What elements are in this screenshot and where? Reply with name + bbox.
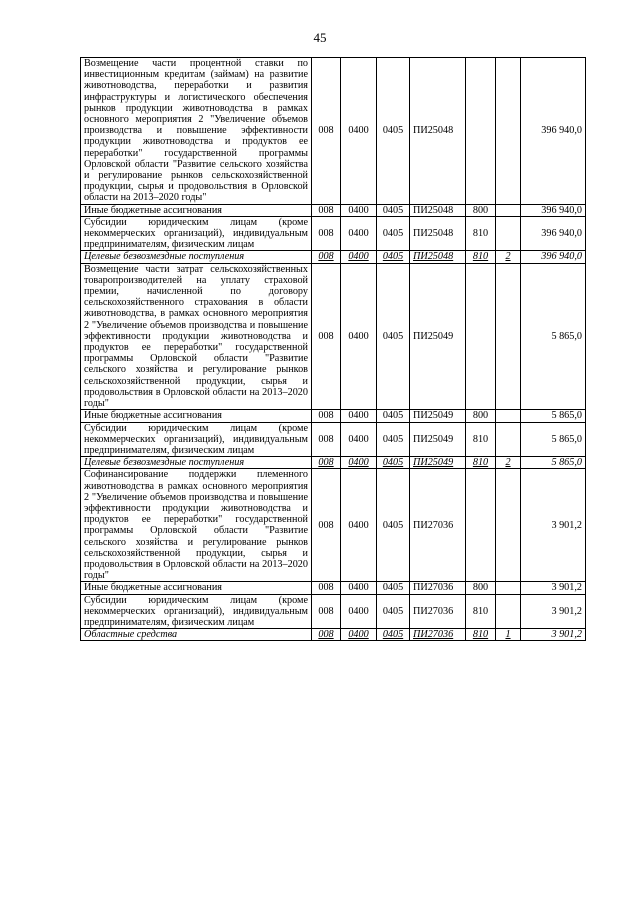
section-code: 0400: [341, 204, 377, 216]
amount: 5 865,0: [521, 457, 586, 469]
section-code: 0400: [341, 58, 377, 205]
ministry-code: 008: [312, 629, 341, 641]
item-name: Субсидии юридическим лицам (кроме некоммерческих организаций), индивидуальным предпринимателям, физическим лицам: [81, 594, 312, 629]
expense-type-code: [466, 263, 496, 410]
ministry-code: 008: [312, 469, 341, 582]
table-row: [81, 422, 586, 457]
ministry-code: 008: [312, 58, 341, 205]
page-number: 45: [313, 30, 327, 45]
table-row: [81, 594, 586, 629]
item-name: Целевые безвозмездные поступления: [81, 251, 312, 263]
funding-source-code: [496, 410, 521, 422]
budget-table: [80, 57, 586, 641]
expense-type-code: 810: [466, 594, 496, 629]
ministry-code: 008: [312, 410, 341, 422]
ministry-code: 008: [312, 457, 341, 469]
expense-type-code: 800: [466, 410, 496, 422]
target-article-code: ПИ27036: [410, 594, 466, 629]
table-row: [81, 58, 586, 205]
item-name: Областные средства: [81, 629, 312, 641]
table-row: [81, 263, 586, 410]
section-code: 0400: [341, 457, 377, 469]
item-name: Иные бюджетные ассигнования: [81, 582, 312, 594]
subsection-code: 0405: [377, 216, 410, 251]
section-code: 0400: [341, 629, 377, 641]
amount: 3 901,2: [521, 629, 586, 641]
ministry-code: 008: [312, 582, 341, 594]
table-row: [81, 457, 586, 469]
subsection-code: 0405: [377, 582, 410, 594]
subsection-code: 0405: [377, 469, 410, 582]
table-row: [81, 216, 586, 251]
expense-type-code: 810: [466, 457, 496, 469]
funding-source-code: [496, 422, 521, 457]
item-name: Субсидии юридическим лицам (кроме некоммерческих организаций), индивидуальным предпринимателям, физическим лицам: [81, 216, 312, 251]
expense-type-code: [466, 469, 496, 582]
table-row: [81, 629, 586, 641]
amount: 396 940,0: [521, 58, 586, 205]
budget-table-body: [81, 58, 586, 641]
expense-type-code: 810: [466, 629, 496, 641]
ministry-code: 008: [312, 216, 341, 251]
subsection-code: 0405: [377, 251, 410, 263]
item-name: Субсидии юридическим лицам (кроме некоммерческих организаций), индивидуальным предпринимателям, физическим лицам: [81, 422, 312, 457]
amount: 396 940,0: [521, 251, 586, 263]
section-code: 0400: [341, 469, 377, 582]
funding-source-code: [496, 204, 521, 216]
table-row: [81, 204, 586, 216]
subsection-code: 0405: [377, 422, 410, 457]
section-code: 0400: [341, 594, 377, 629]
item-name: Иные бюджетные ассигнования: [81, 410, 312, 422]
ministry-code: 008: [312, 422, 341, 457]
target-article-code: ПИ25048: [410, 216, 466, 251]
item-name: Возмещение части процентной ставки по инвестиционным кредитам (займам) на развитие животноводства, переработки и развития инфраструктуры и логистического обеспечения рынков продукции животноводства в рамках основного мероприятия 2 "Увеличение объемов производства и повышение эффективности продукции животноводства и продуктов ее переработки" государственной программы Орловской области "Развитие сельского хозяйства и регулирование рынков сельскохозяйственной продукции, сырья и продовольствия в Орловской области на 2013–2020 годы": [81, 58, 312, 205]
target-article-code: ПИ27036: [410, 629, 466, 641]
subsection-code: 0405: [377, 58, 410, 205]
funding-source-code: [496, 469, 521, 582]
subsection-code: 0405: [377, 629, 410, 641]
target-article-code: ПИ25049: [410, 457, 466, 469]
funding-source-code: [496, 582, 521, 594]
table-row: [81, 469, 586, 582]
expense-type-code: 800: [466, 204, 496, 216]
expense-type-code: 810: [466, 251, 496, 263]
table-row: [81, 410, 586, 422]
funding-source-code: 2: [496, 457, 521, 469]
target-article-code: ПИ25049: [410, 263, 466, 410]
ministry-code: 008: [312, 204, 341, 216]
target-article-code: ПИ25048: [410, 251, 466, 263]
ministry-code: 008: [312, 251, 341, 263]
item-name: Софинансирование поддержки племенного животноводства в рамках основного мероприятия 2 "Увеличение объемов производства и повышение эффективности продукции животноводства и продуктов ее переработки" государственной программы Орловской области "Развитие сельского хозяйства и регулирование рынков сельскохозяйственной продукции, сырья и продовольствия в Орловской области на 2013–2020 годы": [81, 469, 312, 582]
target-article-code: ПИ27036: [410, 469, 466, 582]
subsection-code: 0405: [377, 410, 410, 422]
amount: 3 901,2: [521, 469, 586, 582]
ministry-code: 008: [312, 594, 341, 629]
section-code: 0400: [341, 422, 377, 457]
subsection-code: 0405: [377, 204, 410, 216]
amount: 396 940,0: [521, 204, 586, 216]
expense-type-code: 810: [466, 422, 496, 457]
ministry-code: 008: [312, 263, 341, 410]
amount: 3 901,2: [521, 582, 586, 594]
target-article-code: ПИ25049: [410, 422, 466, 457]
section-code: 0400: [341, 216, 377, 251]
funding-source-code: [496, 58, 521, 205]
item-name: Иные бюджетные ассигнования: [81, 204, 312, 216]
table-row: [81, 251, 586, 263]
expense-type-code: [466, 58, 496, 205]
subsection-code: 0405: [377, 457, 410, 469]
section-code: 0400: [341, 410, 377, 422]
section-code: 0400: [341, 582, 377, 594]
subsection-code: 0405: [377, 594, 410, 629]
expense-type-code: 810: [466, 216, 496, 251]
table-row: [81, 582, 586, 594]
subsection-code: 0405: [377, 263, 410, 410]
funding-source-code: [496, 594, 521, 629]
expense-type-code: 800: [466, 582, 496, 594]
section-code: 0400: [341, 251, 377, 263]
amount: 396 940,0: [521, 216, 586, 251]
funding-source-code: [496, 263, 521, 410]
item-name: Возмещение части затрат сельскохозяйственных товаропроизводителей на уплату страховой премии, начисленной по договору сельскохозяйственного страхования в области животноводства, в рамках основного мероприятия 2 "Увеличение объемов производства и повышение эффективности продукции животноводства и продуктов ее переработки" государственной программы Орловской области "Развитие сельского хозяйства и регулирование рынков сельскохозяйственной продукции, сырья и продовольствия в Орловской области на 2013–2020 годы": [81, 263, 312, 410]
target-article-code: ПИ25049: [410, 410, 466, 422]
funding-source-code: 2: [496, 251, 521, 263]
section-code: 0400: [341, 263, 377, 410]
amount: 5 865,0: [521, 263, 586, 410]
amount: 3 901,2: [521, 594, 586, 629]
target-article-code: ПИ27036: [410, 582, 466, 594]
target-article-code: ПИ25048: [410, 204, 466, 216]
funding-source-code: 1: [496, 629, 521, 641]
funding-source-code: [496, 216, 521, 251]
target-article-code: ПИ25048: [410, 58, 466, 205]
amount: 5 865,0: [521, 422, 586, 457]
item-name: Целевые безвозмездные поступления: [81, 457, 312, 469]
amount: 5 865,0: [521, 410, 586, 422]
